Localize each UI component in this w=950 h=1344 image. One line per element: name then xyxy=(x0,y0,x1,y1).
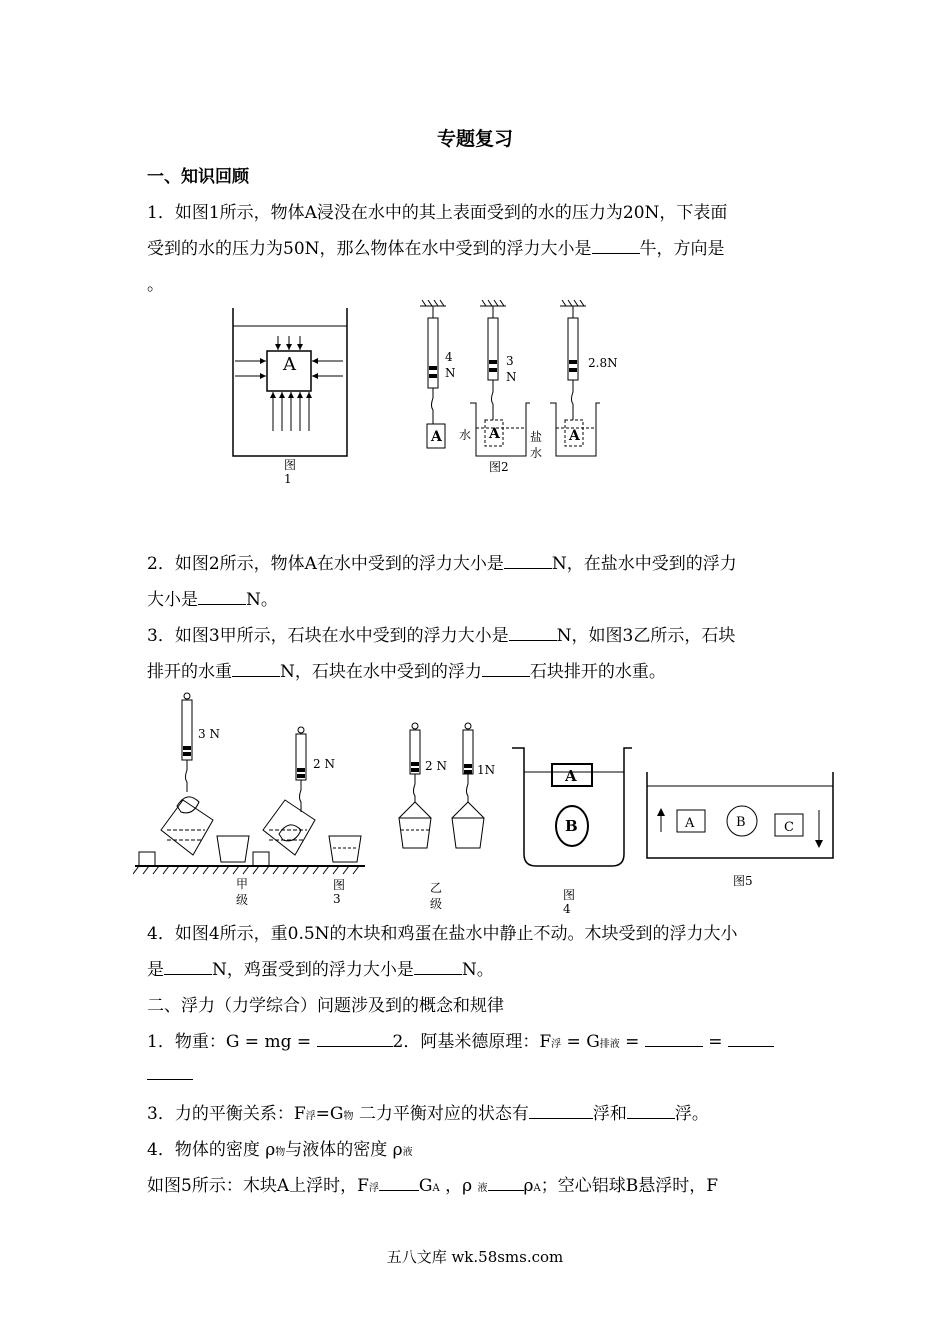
q4-line2: 是 N，鸡蛋受到的浮力大小是 N。 xyxy=(147,960,494,980)
fig2-water-label: 水 xyxy=(459,428,472,442)
p1-continuation xyxy=(147,1063,193,1085)
fig5-ball-b: B xyxy=(736,815,746,830)
fig1-caption: 图 xyxy=(284,458,297,472)
p3-line: 3．力的平衡关系：F浮=G物 二力平衡对应的状态有 浮和 浮。 xyxy=(147,1104,709,1124)
fig4-caption: 图 xyxy=(563,888,576,902)
q1-line2: 受到的水的压力为50N，那么物体在水中受到的浮力大小是 牛，方向是 xyxy=(147,239,725,259)
fig1-block-label: A xyxy=(283,354,296,375)
fig2-reading-2-unit: N xyxy=(506,370,517,384)
fig3-jia: 甲 xyxy=(236,877,249,891)
fig5-block-a: A xyxy=(685,816,695,831)
fig3-caption: 图 xyxy=(333,878,346,892)
fig2-salt-label-2: 水 xyxy=(530,446,543,460)
section-heading-review: 一、知识回顾 xyxy=(147,167,249,187)
fig3-yi: 乙 xyxy=(430,881,443,895)
page-footer: 五八文库 wk.58sms.com xyxy=(386,1248,564,1266)
q1-line1: 1．如图1所示，物体A浸没在水中的其上表面受到的水的压力为20N，下表面 xyxy=(147,203,728,223)
fig2-reading-1: 4 xyxy=(445,350,453,364)
q4-line1: 4．如图4所示，重0.5N的木块和鸡蛋在盐水中静止不动。木块受到的浮力大小 xyxy=(147,924,738,944)
figure-1 xyxy=(225,306,355,461)
fig4-block-a: A xyxy=(565,767,577,785)
fig2-block-a1: A xyxy=(431,429,442,445)
q1-line3: 。 xyxy=(147,275,164,295)
fig4-egg-b: B xyxy=(565,817,578,835)
fig2-salt-label: 盐 xyxy=(530,430,543,444)
fig4-caption-num: 4 xyxy=(563,902,571,916)
q3-line1: 3．如图3甲所示，石块在水中受到的浮力大小是 N，如图3乙所示，石块 xyxy=(147,626,736,646)
fig2-reading-2: 3 xyxy=(506,354,514,368)
fig3-yi-2: 级 xyxy=(430,897,443,911)
page-title: 专题复习 xyxy=(436,128,513,150)
section-heading-concepts: 二、浮力（力学综合）问题涉及到的概念和规律 xyxy=(147,996,504,1016)
fig3-reading-1: 3 N xyxy=(198,727,220,741)
fig3-reading-3: 2 N xyxy=(425,759,447,773)
q2-line1: 2．如图2所示，物体A在水中受到的浮力大小是 N，在盐水中受到的浮力 xyxy=(147,554,737,574)
fig2-caption: 图2 xyxy=(489,460,509,474)
fig3-reading-2: 2 N xyxy=(313,757,335,771)
fig2-block-a3: A xyxy=(569,428,580,444)
fig3-reading-4: 1N xyxy=(477,763,496,777)
fig5-block-c: C xyxy=(784,820,794,835)
figure-3 xyxy=(133,690,508,880)
fig2-reading-3: 2.8N xyxy=(588,356,618,370)
fig2-reading-1-unit: N xyxy=(445,366,456,380)
fig3-jia-2: 级 xyxy=(236,893,249,907)
figure-4 xyxy=(508,742,636,872)
fig3-caption-num: 3 xyxy=(333,892,341,906)
fig2-block-a2: A xyxy=(489,426,500,442)
fig1-caption-num: 1 xyxy=(284,472,292,486)
p1-line: 1．物重：G = mg = 2．阿基米德原理：F浮 = G排液 = = xyxy=(147,1027,774,1052)
p4-line: 4．物体的密度 ρ物与液体的密度 ρ液 xyxy=(147,1140,413,1160)
p5-line: 如图5所示：木块A上浮时，F浮 GA ，ρ 液 ρA；空心铝球B悬浮时，F xyxy=(147,1176,719,1196)
q3-line2: 排开的水重 N，石块在水中受到的浮力 石块排开的水重。 xyxy=(147,662,666,682)
fig5-caption: 图5 xyxy=(733,874,753,888)
figure-5 xyxy=(645,770,837,862)
q2-line2: 大小是 N。 xyxy=(147,590,278,610)
